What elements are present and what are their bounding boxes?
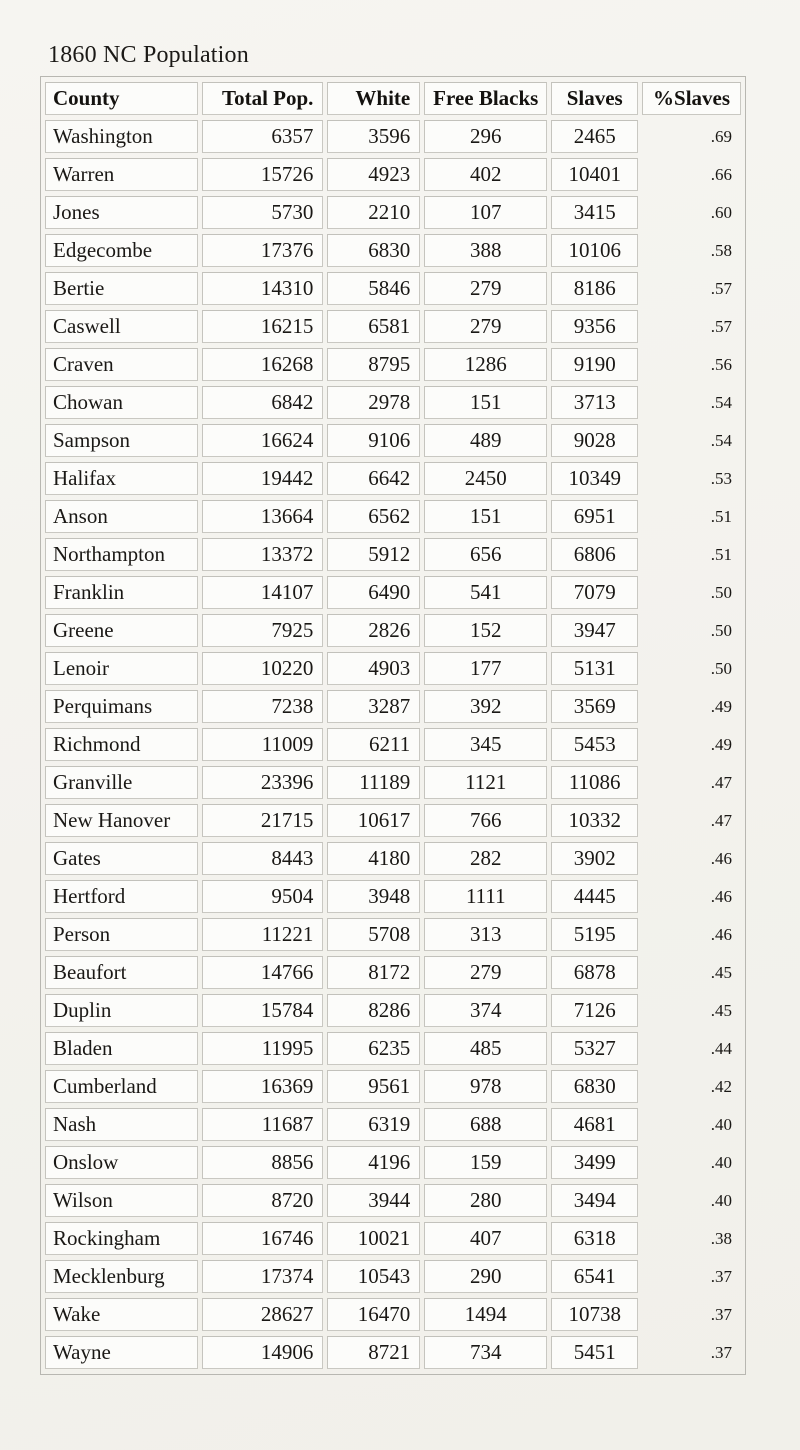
cell-total-pop: 11687 xyxy=(202,1108,323,1141)
cell-free-blacks: 313 xyxy=(424,918,547,951)
cell-white: 2978 xyxy=(327,386,420,419)
cell-slaves: 5453 xyxy=(551,728,638,761)
cell-free-blacks: 1494 xyxy=(424,1298,547,1331)
cell-total-pop: 11995 xyxy=(202,1032,323,1065)
cell-white: 8172 xyxy=(327,956,420,989)
cell-pct-slaves: .42 xyxy=(710,1076,732,1096)
cell-county: Anson xyxy=(45,500,198,533)
cell-pct-slaves: .40 xyxy=(710,1114,732,1134)
cell-slaves: 5327 xyxy=(551,1032,638,1065)
cell-free-blacks: 151 xyxy=(424,386,547,419)
table-row xyxy=(45,120,741,153)
table-row xyxy=(45,1184,741,1217)
cell-county: Edgecombe xyxy=(45,234,198,267)
column-header-white: White xyxy=(327,82,420,115)
cell-total-pop: 14766 xyxy=(202,956,323,989)
cell-white: 2826 xyxy=(327,614,420,647)
cell-county: Wake xyxy=(45,1298,198,1331)
cell-slaves: 7126 xyxy=(551,994,638,1027)
cell-total-pop: 14107 xyxy=(202,576,323,609)
cell-white: 6830 xyxy=(327,234,420,267)
cell-white: 5846 xyxy=(327,272,420,305)
column-header-free-blacks: Free Blacks xyxy=(424,82,547,115)
cell-slaves: 5131 xyxy=(551,652,638,685)
cell-white: 16470 xyxy=(327,1298,420,1331)
cell-slaves: 10106 xyxy=(551,234,638,267)
cell-total-pop: 14906 xyxy=(202,1336,323,1369)
cell-slaves: 3902 xyxy=(551,842,638,875)
cell-pct-slaves: .56 xyxy=(710,354,732,374)
cell-pct-slaves: .37 xyxy=(710,1304,732,1324)
cell-slaves: 5451 xyxy=(551,1336,638,1369)
cell-county: Granville xyxy=(45,766,198,799)
cell-total-pop: 6842 xyxy=(202,386,323,419)
cell-white: 6235 xyxy=(327,1032,420,1065)
cell-free-blacks: 2450 xyxy=(424,462,547,495)
cell-free-blacks: 392 xyxy=(424,690,547,723)
table-row xyxy=(45,310,741,343)
cell-total-pop: 14310 xyxy=(202,272,323,305)
cell-pct-slaves: .51 xyxy=(710,544,732,564)
cell-total-pop: 17376 xyxy=(202,234,323,267)
cell-slaves: 3494 xyxy=(551,1184,638,1217)
cell-county: Washington xyxy=(45,120,198,153)
cell-slaves: 10738 xyxy=(551,1298,638,1331)
cell-county: Nash xyxy=(45,1108,198,1141)
cell-slaves: 6830 xyxy=(551,1070,638,1103)
cell-pct-slaves: .50 xyxy=(710,658,732,678)
cell-white: 10543 xyxy=(327,1260,420,1293)
table-row xyxy=(45,462,741,495)
cell-county: Perquimans xyxy=(45,690,198,723)
cell-total-pop: 16215 xyxy=(202,310,323,343)
cell-total-pop: 17374 xyxy=(202,1260,323,1293)
cell-pct-slaves: .45 xyxy=(710,1000,732,1020)
cell-pct-slaves: .38 xyxy=(710,1228,732,1248)
cell-free-blacks: 388 xyxy=(424,234,547,267)
cell-pct-slaves: .47 xyxy=(710,772,732,792)
cell-free-blacks: 296 xyxy=(424,120,547,153)
cell-pct-slaves: .49 xyxy=(710,734,732,754)
cell-white: 8286 xyxy=(327,994,420,1027)
cell-total-pop: 21715 xyxy=(202,804,323,837)
cell-pct-slaves: .37 xyxy=(710,1266,732,1286)
cell-white: 5912 xyxy=(327,538,420,571)
cell-county: Franklin xyxy=(45,576,198,609)
table-row xyxy=(45,500,741,533)
cell-total-pop: 19442 xyxy=(202,462,323,495)
cell-county: Rockingham xyxy=(45,1222,198,1255)
cell-free-blacks: 290 xyxy=(424,1260,547,1293)
cell-free-blacks: 734 xyxy=(424,1336,547,1369)
cell-county: Wayne xyxy=(45,1336,198,1369)
cell-white: 4180 xyxy=(327,842,420,875)
cell-pct-slaves: .49 xyxy=(710,696,732,716)
table-row xyxy=(45,1298,741,1331)
cell-total-pop: 5730 xyxy=(202,196,323,229)
cell-pct-slaves: .54 xyxy=(710,392,732,412)
table-row xyxy=(45,652,741,685)
table-row xyxy=(45,842,741,875)
cell-white: 6211 xyxy=(327,728,420,761)
cell-pct-slaves: .58 xyxy=(710,240,732,260)
cell-pct-slaves: .60 xyxy=(710,202,732,222)
cell-total-pop: 7238 xyxy=(202,690,323,723)
header-row xyxy=(45,82,741,115)
cell-white: 6319 xyxy=(327,1108,420,1141)
cell-free-blacks: 407 xyxy=(424,1222,547,1255)
cell-free-blacks: 280 xyxy=(424,1184,547,1217)
cell-county: Northampton xyxy=(45,538,198,571)
cell-county: Duplin xyxy=(45,994,198,1027)
table-row xyxy=(45,386,741,419)
cell-slaves: 5195 xyxy=(551,918,638,951)
cell-white: 6642 xyxy=(327,462,420,495)
cell-white: 9106 xyxy=(327,424,420,457)
cell-slaves: 7079 xyxy=(551,576,638,609)
cell-pct-slaves: .47 xyxy=(710,810,732,830)
cell-pct-slaves: .57 xyxy=(710,278,732,298)
page-title: 1860 NC Population xyxy=(48,42,249,68)
cell-free-blacks: 766 xyxy=(424,804,547,837)
cell-slaves: 6806 xyxy=(551,538,638,571)
cell-white: 5708 xyxy=(327,918,420,951)
cell-white: 2210 xyxy=(327,196,420,229)
table-row xyxy=(45,1070,741,1103)
cell-total-pop: 8856 xyxy=(202,1146,323,1179)
cell-pct-slaves: .40 xyxy=(710,1152,732,1172)
cell-slaves: 3499 xyxy=(551,1146,638,1179)
cell-total-pop: 11221 xyxy=(202,918,323,951)
cell-slaves: 4681 xyxy=(551,1108,638,1141)
cell-white: 6581 xyxy=(327,310,420,343)
cell-free-blacks: 282 xyxy=(424,842,547,875)
cell-county: Gates xyxy=(45,842,198,875)
column-header-slaves: Slaves xyxy=(551,82,638,115)
cell-pct-slaves: .46 xyxy=(710,886,732,906)
cell-county: Jones xyxy=(45,196,198,229)
cell-free-blacks: 345 xyxy=(424,728,547,761)
cell-white: 4903 xyxy=(327,652,420,685)
table-row xyxy=(45,196,741,229)
cell-slaves: 6951 xyxy=(551,500,638,533)
table-row xyxy=(45,158,741,191)
cell-pct-slaves: .37 xyxy=(710,1342,732,1362)
cell-county: Richmond xyxy=(45,728,198,761)
cell-total-pop: 9504 xyxy=(202,880,323,913)
cell-free-blacks: 151 xyxy=(424,500,547,533)
cell-pct-slaves: .66 xyxy=(710,164,732,184)
cell-pct-slaves: .69 xyxy=(710,126,732,146)
cell-white: 4196 xyxy=(327,1146,420,1179)
cell-slaves: 6878 xyxy=(551,956,638,989)
cell-pct-slaves: .45 xyxy=(710,962,732,982)
cell-free-blacks: 1286 xyxy=(424,348,547,381)
cell-pct-slaves: .44 xyxy=(710,1038,732,1058)
cell-white: 3948 xyxy=(327,880,420,913)
cell-white: 3944 xyxy=(327,1184,420,1217)
cell-county: Craven xyxy=(45,348,198,381)
cell-free-blacks: 1111 xyxy=(424,880,547,913)
cell-white: 10617 xyxy=(327,804,420,837)
cell-total-pop: 13664 xyxy=(202,500,323,533)
cell-county: Onslow xyxy=(45,1146,198,1179)
cell-slaves: 8186 xyxy=(551,272,638,305)
cell-total-pop: 11009 xyxy=(202,728,323,761)
cell-slaves: 3947 xyxy=(551,614,638,647)
table-row xyxy=(45,1146,741,1179)
cell-pct-slaves: .53 xyxy=(710,468,732,488)
cell-white: 11189 xyxy=(327,766,420,799)
table-row xyxy=(45,918,741,951)
cell-white: 4923 xyxy=(327,158,420,191)
cell-pct-slaves: .51 xyxy=(710,506,732,526)
table-row xyxy=(45,1108,741,1141)
cell-total-pop: 16624 xyxy=(202,424,323,457)
cell-white: 9561 xyxy=(327,1070,420,1103)
table-row xyxy=(45,956,741,989)
cell-total-pop: 10220 xyxy=(202,652,323,685)
cell-white: 3596 xyxy=(327,120,420,153)
cell-pct-slaves: .57 xyxy=(710,316,732,336)
table-row xyxy=(45,804,741,837)
cell-free-blacks: 1121 xyxy=(424,766,547,799)
cell-county: Bertie xyxy=(45,272,198,305)
cell-county: Greene xyxy=(45,614,198,647)
cell-county: Caswell xyxy=(45,310,198,343)
cell-total-pop: 16746 xyxy=(202,1222,323,1255)
cell-pct-slaves: .54 xyxy=(710,430,732,450)
table-row xyxy=(45,614,741,647)
cell-total-pop: 15784 xyxy=(202,994,323,1027)
cell-county: Chowan xyxy=(45,386,198,419)
cell-pct-slaves: .50 xyxy=(710,582,732,602)
cell-free-blacks: 279 xyxy=(424,272,547,305)
cell-total-pop: 7925 xyxy=(202,614,323,647)
cell-white: 10021 xyxy=(327,1222,420,1255)
cell-free-blacks: 177 xyxy=(424,652,547,685)
cell-white: 6562 xyxy=(327,500,420,533)
cell-white: 8721 xyxy=(327,1336,420,1369)
cell-total-pop: 13372 xyxy=(202,538,323,571)
cell-white: 6490 xyxy=(327,576,420,609)
cell-free-blacks: 279 xyxy=(424,956,547,989)
cell-county: Bladen xyxy=(45,1032,198,1065)
cell-county: Person xyxy=(45,918,198,951)
cell-slaves: 6318 xyxy=(551,1222,638,1255)
cell-slaves: 9028 xyxy=(551,424,638,457)
cell-county: Halifax xyxy=(45,462,198,495)
cell-slaves: 6541 xyxy=(551,1260,638,1293)
table-row xyxy=(45,994,741,1027)
cell-total-pop: 28627 xyxy=(202,1298,323,1331)
cell-total-pop: 6357 xyxy=(202,120,323,153)
table-row xyxy=(45,766,741,799)
column-header-pct-slaves: %Slaves xyxy=(642,82,741,115)
cell-slaves: 9356 xyxy=(551,310,638,343)
cell-county: Mecklenburg xyxy=(45,1260,198,1293)
cell-county: Beaufort xyxy=(45,956,198,989)
cell-total-pop: 15726 xyxy=(202,158,323,191)
cell-free-blacks: 107 xyxy=(424,196,547,229)
cell-white: 8795 xyxy=(327,348,420,381)
cell-slaves: 3415 xyxy=(551,196,638,229)
cell-county: Warren xyxy=(45,158,198,191)
table-row xyxy=(45,1032,741,1065)
cell-county: New Hanover xyxy=(45,804,198,837)
cell-total-pop: 8720 xyxy=(202,1184,323,1217)
cell-slaves: 2465 xyxy=(551,120,638,153)
table-row xyxy=(45,424,741,457)
cell-county: Cumberland xyxy=(45,1070,198,1103)
cell-free-blacks: 541 xyxy=(424,576,547,609)
table-row xyxy=(45,1336,741,1369)
table-row xyxy=(45,538,741,571)
table-row xyxy=(45,272,741,305)
cell-slaves: 9190 xyxy=(551,348,638,381)
cell-slaves: 3713 xyxy=(551,386,638,419)
cell-white: 3287 xyxy=(327,690,420,723)
cell-slaves: 10349 xyxy=(551,462,638,495)
cell-free-blacks: 152 xyxy=(424,614,547,647)
table-row xyxy=(45,1260,741,1293)
cell-pct-slaves: .40 xyxy=(710,1190,732,1210)
cell-county: Wilson xyxy=(45,1184,198,1217)
table-row xyxy=(45,576,741,609)
cell-free-blacks: 978 xyxy=(424,1070,547,1103)
cell-free-blacks: 279 xyxy=(424,310,547,343)
cell-free-blacks: 374 xyxy=(424,994,547,1027)
cell-county: Sampson xyxy=(45,424,198,457)
cell-county: Lenoir xyxy=(45,652,198,685)
cell-free-blacks: 402 xyxy=(424,158,547,191)
cell-slaves: 11086 xyxy=(551,766,638,799)
cell-slaves: 3569 xyxy=(551,690,638,723)
cell-free-blacks: 656 xyxy=(424,538,547,571)
cell-pct-slaves: .46 xyxy=(710,924,732,944)
cell-free-blacks: 688 xyxy=(424,1108,547,1141)
column-header-county: County xyxy=(45,82,198,115)
cell-total-pop: 16268 xyxy=(202,348,323,381)
cell-pct-slaves: .46 xyxy=(710,848,732,868)
cell-slaves: 4445 xyxy=(551,880,638,913)
table-row xyxy=(45,880,741,913)
population-table xyxy=(40,76,746,1375)
cell-free-blacks: 489 xyxy=(424,424,547,457)
table-row xyxy=(45,234,741,267)
cell-slaves: 10401 xyxy=(551,158,638,191)
table-row xyxy=(45,728,741,761)
table-row xyxy=(45,1222,741,1255)
cell-free-blacks: 485 xyxy=(424,1032,547,1065)
column-header-total-pop: Total Pop. xyxy=(202,82,323,115)
table-row xyxy=(45,690,741,723)
cell-total-pop: 23396 xyxy=(202,766,323,799)
cell-free-blacks: 159 xyxy=(424,1146,547,1179)
cell-total-pop: 8443 xyxy=(202,842,323,875)
table-row xyxy=(45,348,741,381)
cell-pct-slaves: .50 xyxy=(710,620,732,640)
cell-county: Hertford xyxy=(45,880,198,913)
cell-slaves: 10332 xyxy=(551,804,638,837)
cell-total-pop: 16369 xyxy=(202,1070,323,1103)
